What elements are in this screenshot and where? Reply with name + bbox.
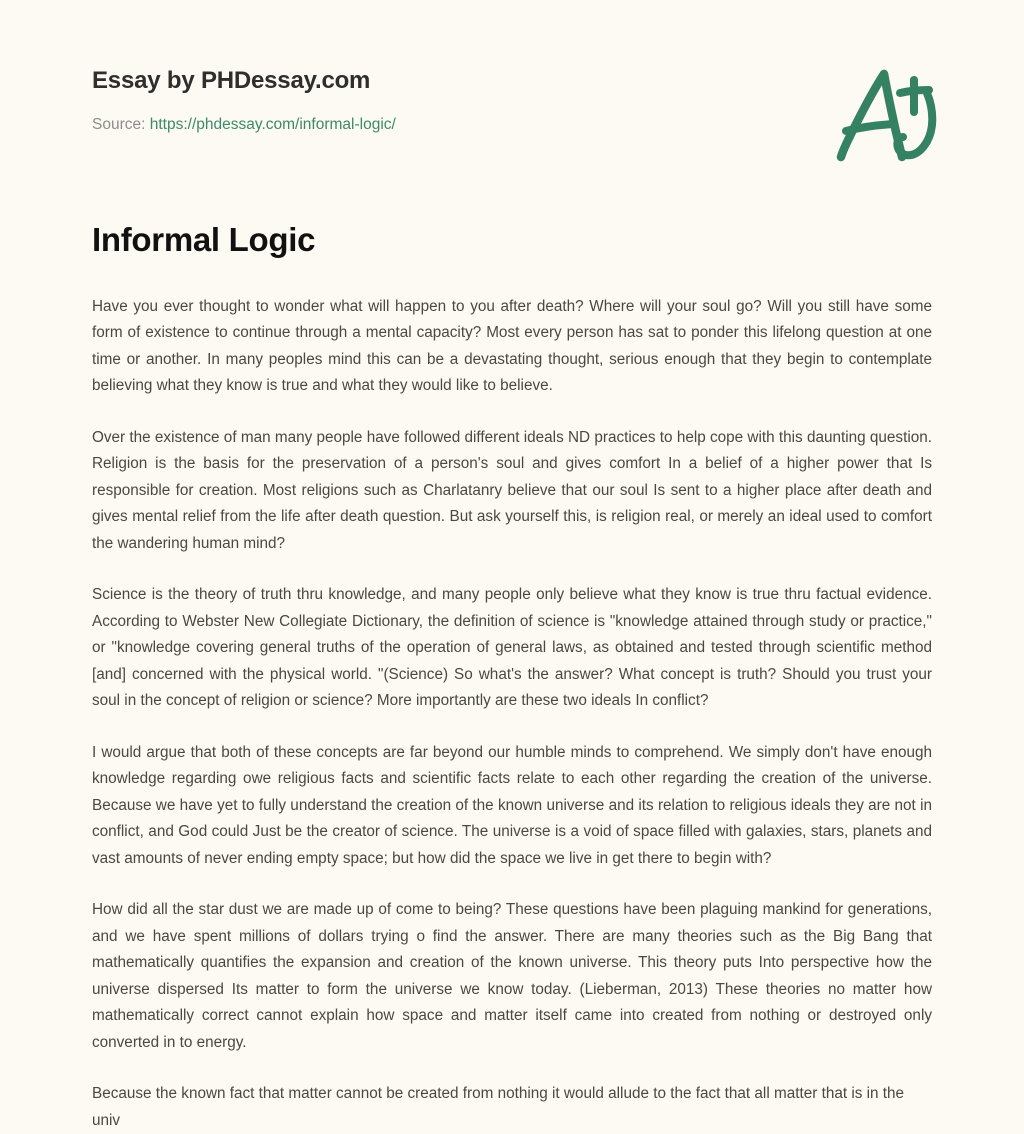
source-label: Source:: [92, 116, 146, 134]
essay-body: [0, 294, 1024, 1134]
essay-paragraph: Over the existence of man many people have followed different ideals ND practices to help cope with this daunting question. Religion is the basis for the preservation of a person's soul and gives comfort In a belief of a higher power that Is responsible for creation. Most religions such as Charlatanry believe that our soul Is sent to a higher place after death and gives mental relief from the life after death question. But ask yourself this, is religion real, or merely an ideal used to comfort the wandering human mind?: [92, 428, 932, 552]
essay-paragraph: How did all the star dust we are made up of come to being? These questions have been plaguing mankind for generations, and we have spent millions of dollars trying o find the answer. There are many theories such as the Big Bang that mathematically quantifies the expansion and creation of the known universe. This theory puts Into perspective how the universe dispersed Its matter to form the universe we know today. (Lieberman, 2013) These theories no matter how mathematically correct cannot explain how space and matter itself came into created from nothing or destroyed only converted in to energy.: [92, 901, 932, 1051]
source-url-link[interactable]: https://phdessay.com/informal-logic/: [149, 116, 396, 134]
document-header: [0, 0, 1024, 170]
essay-paragraph: I would argue that both of these concepts are far beyond our humble minds to comprehend. We simply don't have enough knowledge regarding owe religious facts and scientific facts relate to each other regarding the creation of the universe. Because we have yet to fully understand the creation of the known universe and its relation to religious ideals they are not in conflict, and God could Just be the creator of science. The universe is a void of space filled with galaxies, stars, planets and vast amounts of never ending empty space; but how did the space we live in get there to begin with?: [92, 743, 932, 867]
essay-paragraph: Have you ever thought to wonder what will happen to you after death? Where will your soul go? Will you still have some form of existence to continue through a mental capacity? Most every person has sat to ponder this lifelong question at one time or another. In many peoples mind this can be a devastating thought, serious enough that they begin to contemplate believing what they know is true and what they would like to believe.: [92, 297, 932, 395]
header-left-block: [92, 68, 934, 135]
a-plus-logo-icon: [822, 62, 942, 166]
a-plus-logo: [822, 62, 942, 166]
site-byline: Essay by PHDessay.com: [92, 67, 371, 94]
page-title: Informal Logic: [92, 221, 316, 258]
essay-paragraph: Science is the theory of truth thru knowledge, and many people only believe what they know is true thru factual evidence. According to Webster New Collegiate Dictionary, the definition of science is "knowledge attained through study or practice," or "knowledge covering general truths of the operation of general laws, as obtained and tested through scientific method [and] concerned with the physical world. "(Science) So what's the answer? What concept is truth? Should you trust your soul in the concept of religion or science? More importantly are these two ideals In conflict?: [92, 586, 932, 710]
source-line: [92, 116, 934, 135]
essay-paragraph-truncated: Because the known fact that matter cannot be created from nothing it would allude to the fact that all matter that is in the univ: [92, 1085, 905, 1129]
